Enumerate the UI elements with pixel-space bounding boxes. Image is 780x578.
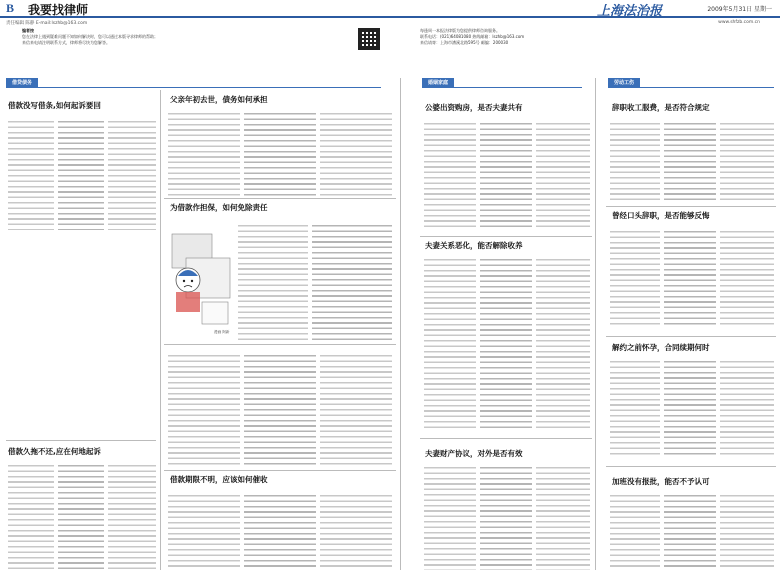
section-rule xyxy=(422,87,582,88)
section-tab-marriage: 婚姻家庭 xyxy=(422,78,454,87)
article-body xyxy=(720,358,774,458)
section-rule xyxy=(6,87,381,88)
article-body xyxy=(720,492,774,570)
section-tab-labor: 劳动工伤 xyxy=(608,78,640,87)
article-title: 曾经口头辞职，是否能够反悔 xyxy=(612,211,710,220)
article-divider xyxy=(6,440,156,441)
article-body xyxy=(108,118,156,230)
issue-date: 2009年5月31日 星期一 xyxy=(707,6,772,13)
article-divider xyxy=(606,336,776,337)
editor-note-line-1: 您在法律上遇到疑难问题不知如何解决时，您可以通过本版寻求律师的帮助； xyxy=(22,34,158,39)
article-body xyxy=(664,492,716,570)
article-body xyxy=(536,256,590,432)
article-title: 借款期限不明，应该如何催收 xyxy=(170,475,268,484)
section-rule xyxy=(608,87,774,88)
article-body xyxy=(244,110,316,196)
contact-note-line-2: 联系电话：(021)64081080 热线邮箱：lszhb@163.com xyxy=(420,34,525,39)
article-body xyxy=(720,120,774,200)
article-title: 加班没有报批，能否不予认可 xyxy=(612,477,710,486)
column-divider xyxy=(160,90,161,570)
contact-note-line-3: 来信请寄：上海市漕溪北路595号 邮编：200030 xyxy=(420,40,509,45)
article-body xyxy=(238,222,308,342)
contact-note xyxy=(420,28,740,46)
article-body xyxy=(424,256,476,432)
article-body xyxy=(320,352,392,468)
article-body xyxy=(480,464,532,570)
illustration-credit: 漫画 阿新 xyxy=(214,330,230,334)
section-tab-debt: 借贷债务 xyxy=(6,78,38,87)
article-title: 辞职收工服费，是否符合规定 xyxy=(612,103,710,112)
article-body xyxy=(58,118,104,230)
article-divider xyxy=(164,470,396,471)
article-title: 借款没写借条,如何起诉要回 xyxy=(8,101,101,110)
article-body xyxy=(720,228,774,328)
article-divider xyxy=(606,466,776,467)
article-body xyxy=(664,358,716,458)
article-body xyxy=(610,228,660,328)
article-body xyxy=(610,358,660,458)
article-body xyxy=(610,492,660,570)
article-body xyxy=(244,352,316,468)
article-body xyxy=(58,462,104,570)
article-body xyxy=(168,352,240,468)
article-body xyxy=(424,464,476,570)
page-title: 我要找律师 xyxy=(28,3,89,17)
article-body xyxy=(664,228,716,328)
article-title: 借款久拖不还,应在何地起诉 xyxy=(8,447,101,456)
editor-note xyxy=(22,28,342,46)
article-body xyxy=(664,120,716,200)
article-body xyxy=(320,110,392,196)
newspaper-logo: 上海法治报 xyxy=(596,3,662,18)
article-title: 夫妻财产协议，对外是否有效 xyxy=(425,449,523,458)
article-body xyxy=(8,118,54,230)
contact-note-line-1: 每逢周一本报法律版为您提供律师咨询服务。 xyxy=(420,28,500,33)
article-body xyxy=(536,464,590,570)
article-body xyxy=(312,222,392,342)
article-divider xyxy=(606,206,776,207)
article-body xyxy=(244,492,316,570)
column-divider xyxy=(595,78,596,570)
column-divider xyxy=(400,78,401,570)
article-body xyxy=(108,462,156,570)
article-body xyxy=(536,120,590,230)
article-divider xyxy=(164,344,396,345)
article-title: 解约之前怀孕，合同续期何时 xyxy=(612,343,710,352)
cartoon-illustration xyxy=(166,228,234,328)
editor-note-line-2: 来信来电请注明联系方式，律师将尽快为您解答。 xyxy=(22,40,110,45)
article-title: 夫妻关系恶化，能否解除收养 xyxy=(425,241,523,250)
article-body xyxy=(168,492,240,570)
article-divider xyxy=(420,438,592,439)
article-body xyxy=(424,120,476,230)
editor-line: 责任编辑 陈静 E-mail:lszhb@163.com xyxy=(6,21,88,26)
article-body xyxy=(480,120,532,230)
qr-code-icon xyxy=(358,28,380,50)
article-title: 为借款作担保，如何免除责任 xyxy=(170,203,268,212)
editor-note-label: 编者按 xyxy=(22,28,34,33)
article-body xyxy=(320,492,392,570)
article-body xyxy=(480,256,532,432)
article-body xyxy=(8,462,54,570)
website: www.shfzb.com.cn xyxy=(718,20,760,25)
article-body xyxy=(610,120,660,200)
article-divider xyxy=(164,198,396,199)
article-divider xyxy=(420,236,592,237)
article-title: 父亲年初去世，债务如何承担 xyxy=(170,95,268,104)
article-body xyxy=(168,110,240,196)
page-logo: B xyxy=(6,1,15,15)
article-title: 公婆出资购房，是否夫妻共有 xyxy=(425,103,523,112)
masthead xyxy=(0,0,780,18)
